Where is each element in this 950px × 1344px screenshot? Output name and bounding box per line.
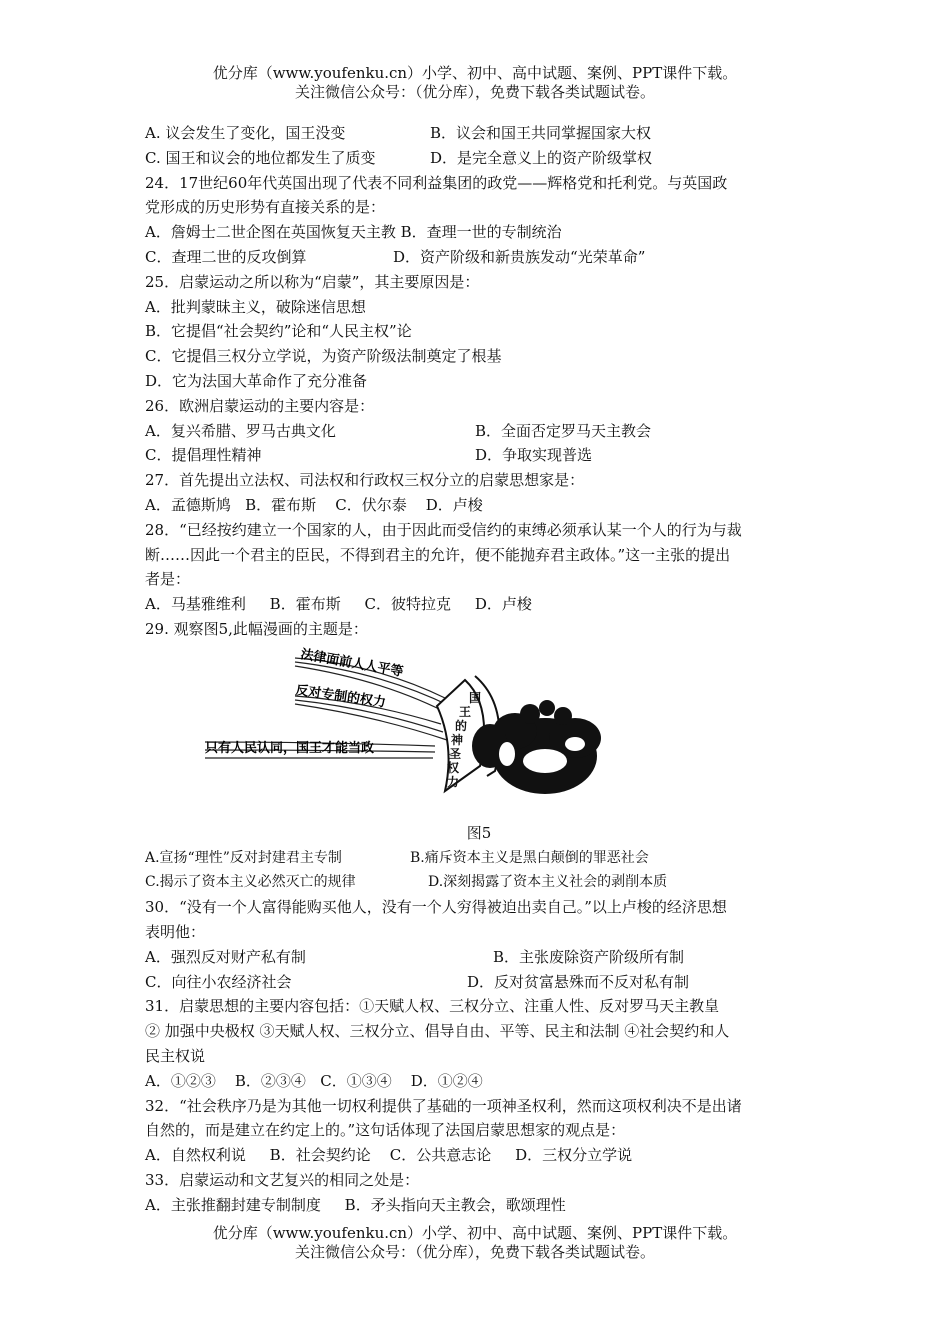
q29-stem: 29. 观察图5,此幅漫画的主题是：	[145, 619, 368, 638]
q28-stem-line-2: 断……因此一个君主的臣民，不得到君主的允许，便不能抛弃君主政体。”这一主张的提出	[145, 545, 731, 564]
q26-option-a: A．复兴希腊、罗马古典文化	[145, 421, 336, 440]
q24-option-c: C．查理二世的反攻倒算	[145, 247, 307, 266]
q30-options-row-2	[145, 970, 813, 995]
q25-option-d: D．它为法国大革命作了充分准备	[145, 371, 368, 390]
q27-options: A．孟德斯鸠 B．霍布斯 C．伏尔泰 D．卢梭	[145, 495, 483, 514]
q30-stem-line-1: 30．“没有一个人富得能购买他人，没有一个人穷得被迫出卖自己。”以上卢梭的经济思想	[145, 898, 727, 917]
q25-stem: 25．启蒙运动之所以称为“启蒙”，其主要原因是：	[145, 272, 480, 291]
q31-stem-line-1: 31．启蒙思想的主要内容包括：①天赋人权、三权分立、注重人性、反对罗马天主教皇	[145, 997, 720, 1016]
header-line-1: 优分库（www.youfenku.cn）小学、初中、高中试题、案例、PPT课件下载。	[212, 64, 738, 82]
q33-options-ab: A．主张推翻封建专制制度 B．矛头指向天主教会，歌颂理性	[145, 1195, 566, 1214]
q30-option-d: D．反对贫富悬殊而不反对私有制	[467, 972, 690, 991]
q26-stem: 26．欧洲启蒙运动的主要内容是：	[145, 396, 375, 415]
cartoon-label-anti-despotism: 反对专制的权力	[294, 681, 387, 710]
shield-char: 圣	[449, 746, 462, 761]
q26-options-row-2	[145, 443, 813, 468]
q29-option-c: C.揭示了资本主义必然灭亡的规律	[145, 874, 356, 891]
q25-option-b: B．它提倡“社会契约”论和“人民主权”论	[145, 322, 412, 341]
q30-stem-line-2: 表明他：	[145, 922, 206, 941]
q32-options: A．自然权利说 B．社会契约论 C．公共意志论 D．三权分立学说	[145, 1146, 633, 1165]
q24-options-row-2	[145, 245, 813, 270]
shield-char: 王	[459, 704, 472, 719]
q25-option-a: A．批判蒙昧主义，破除迷信思想	[145, 297, 366, 316]
q24-stem-line-2: 党形成的历史形势有直接关系的是：	[145, 198, 386, 217]
cartoon-label-consent: 只有人民认同，国王才能当政	[205, 739, 375, 755]
q28-stem-line-3: 者是：	[145, 570, 191, 589]
page-footer	[0, 1224, 950, 1262]
q33-stem: 33．启蒙运动和文艺复兴的相同之处是：	[145, 1170, 420, 1189]
q31-stem-line-3: 民主权说	[145, 1046, 206, 1065]
q30-option-a: A．强烈反对财产私有制	[145, 947, 306, 966]
q23-option-b: B．议会和国王共同掌握国家大权	[430, 124, 652, 142]
q25-option-c: C．它提倡三权分立学说，为资产阶级法制奠定了根基	[145, 347, 502, 366]
footer-line-2: 关注微信公众号：（优分库），免费下载各类试题试卷。	[294, 1243, 655, 1261]
cartoon-illustration	[145, 646, 813, 821]
question-content	[145, 121, 813, 1217]
header-line-2: 关注微信公众号：（优分库），免费下载各类试题试卷。	[294, 83, 655, 101]
q26-option-b: B．全面否定罗马天主教会	[475, 421, 652, 440]
q32-stem-line-2: 自然的，而是建立在约定上的。”这句话体现了法国启蒙思想家的观点是：	[145, 1121, 626, 1140]
figure-caption: 图5	[466, 823, 492, 842]
q30-option-b: B．主张废除资产阶级所有制	[493, 947, 685, 966]
q31-stem-line-2: ② 加强中央极权 ③天赋人权、三权分立、倡导自由、平等、民主和法制 ④社会契约和人	[145, 1022, 730, 1041]
q26-option-c: C．提倡理性精神	[145, 446, 262, 465]
q31-options: A．①②③ B．②③④ C．①③④ D．①②④	[145, 1071, 483, 1090]
q29-options-row-1	[145, 846, 813, 871]
q26-options-row-1	[145, 419, 813, 444]
footer-line-1: 优分库（www.youfenku.cn）小学、初中、高中试题、案例、PPT课件下载。	[212, 1224, 738, 1242]
q26-option-d: D．争取实现普选	[475, 446, 593, 465]
shield-char: 力	[447, 774, 460, 789]
q29-option-b: B.痛斥资本主义是黑白颠倒的罪恶社会	[410, 849, 649, 866]
q28-options: A．马基雅维利 B．霍布斯 C．彼特拉克 D．卢梭	[145, 595, 532, 614]
cartoon-label-equality: 法律面前人人平等	[299, 645, 405, 679]
q29-options-row-2	[145, 870, 813, 895]
q30-options-row-1	[145, 945, 813, 970]
shield-char: 的	[455, 718, 468, 733]
page-header	[0, 64, 950, 102]
q23-option-c: C. 国王和议会的地位都发生了质变	[145, 148, 376, 167]
q27-stem: 27．首先提出立法权、司法权和行政权三权分立的启蒙思想家是：	[145, 471, 585, 490]
q24-options-ab: A．詹姆士二世企图在英国恢复天主教 B．查理一世的专制统治	[145, 223, 562, 242]
q24-stem-line-1: 24．17世纪60年代英国出现了代表不同利益集团的政党——辉格党和托利党。与英国政	[145, 173, 728, 192]
q29-option-a: A.宣扬“理性”反对封建君主专制	[145, 849, 342, 866]
shield-char: 权	[447, 760, 460, 775]
shield-char: 国	[469, 690, 482, 705]
q23-options-row-1	[145, 121, 813, 146]
cartoon-figure-5	[145, 646, 813, 821]
q30-option-c: C．向往小农经济社会	[145, 972, 292, 991]
q23-options-row-2	[145, 146, 813, 171]
q28-stem-line-1: 28．“已经按约建立一个国家的人，由于因此而受信约的束缚必须承认某一个人的行为与裁	[145, 520, 742, 539]
q23-option-a: A. 议会发生了变化，国王没变	[145, 124, 346, 142]
shield-char: 神	[451, 732, 464, 747]
q29-option-d: D.深刻揭露了资本主义社会的剥削本质	[428, 874, 668, 891]
q24-option-d: D．资产阶级和新贵族发动“光荣革命”	[393, 247, 646, 266]
q23-option-d: D．是完全意义上的资产阶级掌权	[430, 148, 653, 167]
q32-stem-line-1: 32．“社会秩序乃是为其他一切权利提供了基础的一项神圣权利，然而这项权利决不是出诸	[145, 1096, 742, 1115]
